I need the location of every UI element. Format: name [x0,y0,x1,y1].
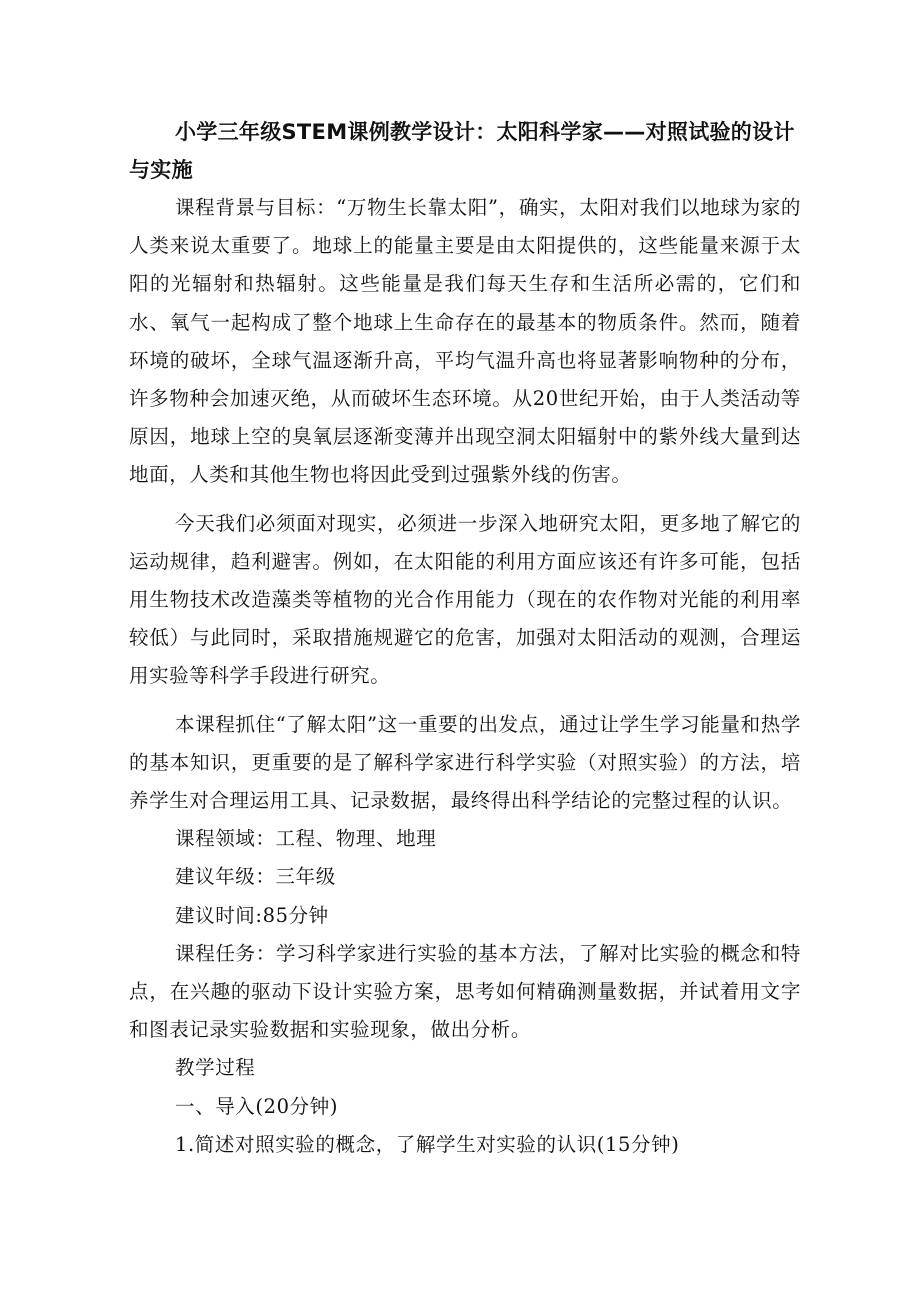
section-intro-heading: 一、导入(20分钟) [175,1094,339,1118]
suggested-duration: 建议时间:85分钟 [175,903,329,927]
paragraph-spacer [129,495,801,505]
paragraph-spacer [129,696,801,706]
course-domain: 课程领域：工程、物理、地理 [175,827,437,851]
process-heading: 教学过程 [175,1056,256,1080]
section-item-1: 1.简述对照实验的概念，了解学生对实验的认识(15分钟) [175,1132,680,1156]
reality-paragraph: 今天我们必须面对现实，必须进一步深入地研究太阳，更多地了解它的运动规律，趋利避害。例如，在太阳能的利用方面应该还有许多可能，包括用生物技术改造藻类等植物的光合作用能力（现在的农作物对光能的利用率较低）与此同时，采取措施规避它的危害，加强对太阳活动的观测，合理运用实验等科学手段进行研究。 [129,511,801,688]
suggested-grade: 建议年级：三年级 [175,865,336,889]
background-paragraph: 课程背景与目标：“万物生长靠太阳”，确实，太阳对我们以地球为家的人类来说太重要了。地球上的能量主要是由太阳提供的，这些能量来源于太阳的光辐射和热辐射。这些能量是我们每天生存和生活所必需的，它们和水、氧气一起构成了整个地球上生命存在的最基本的物质条件。然而，随着环境的破坏，全球气温逐渐升高，平均气温升高也将显著影响物种的分布，许多物种会加速灭绝，从而破坏生态环境。从20世纪开始，由于人类活动等原因，地球上空的臭氧层逐渐变薄并出现空洞太阳辐射中的紫外线大量到达地面，人类和其他生物也将因此受到过强紫外线的伤害。 [129,196,801,487]
course-task-paragraph: 课程任务：学习科学家进行实验的基本方法，了解对比实验的概念和特点，在兴趣的驱动下设计实验方案，思考如何精确测量数据，并试着用文字和图表记录实验数据和实验现象，做出分析。 [129,941,801,1042]
course-focus-paragraph: 本课程抓住“了解太阳”这一重要的出发点，通过让学生学习能量和热学的基本知识，更重要的是了解科学家进行科学实验（对照实验）的方法，培养学生对合理运用工具、记录数据，最终得出科学结论的完整过程的认识。 [129,712,801,813]
document-body [129,113,801,1164]
document-title: 小学三年级STEM课例教学设计：太阳科学家——对照试验的设计与实施 [129,120,795,182]
